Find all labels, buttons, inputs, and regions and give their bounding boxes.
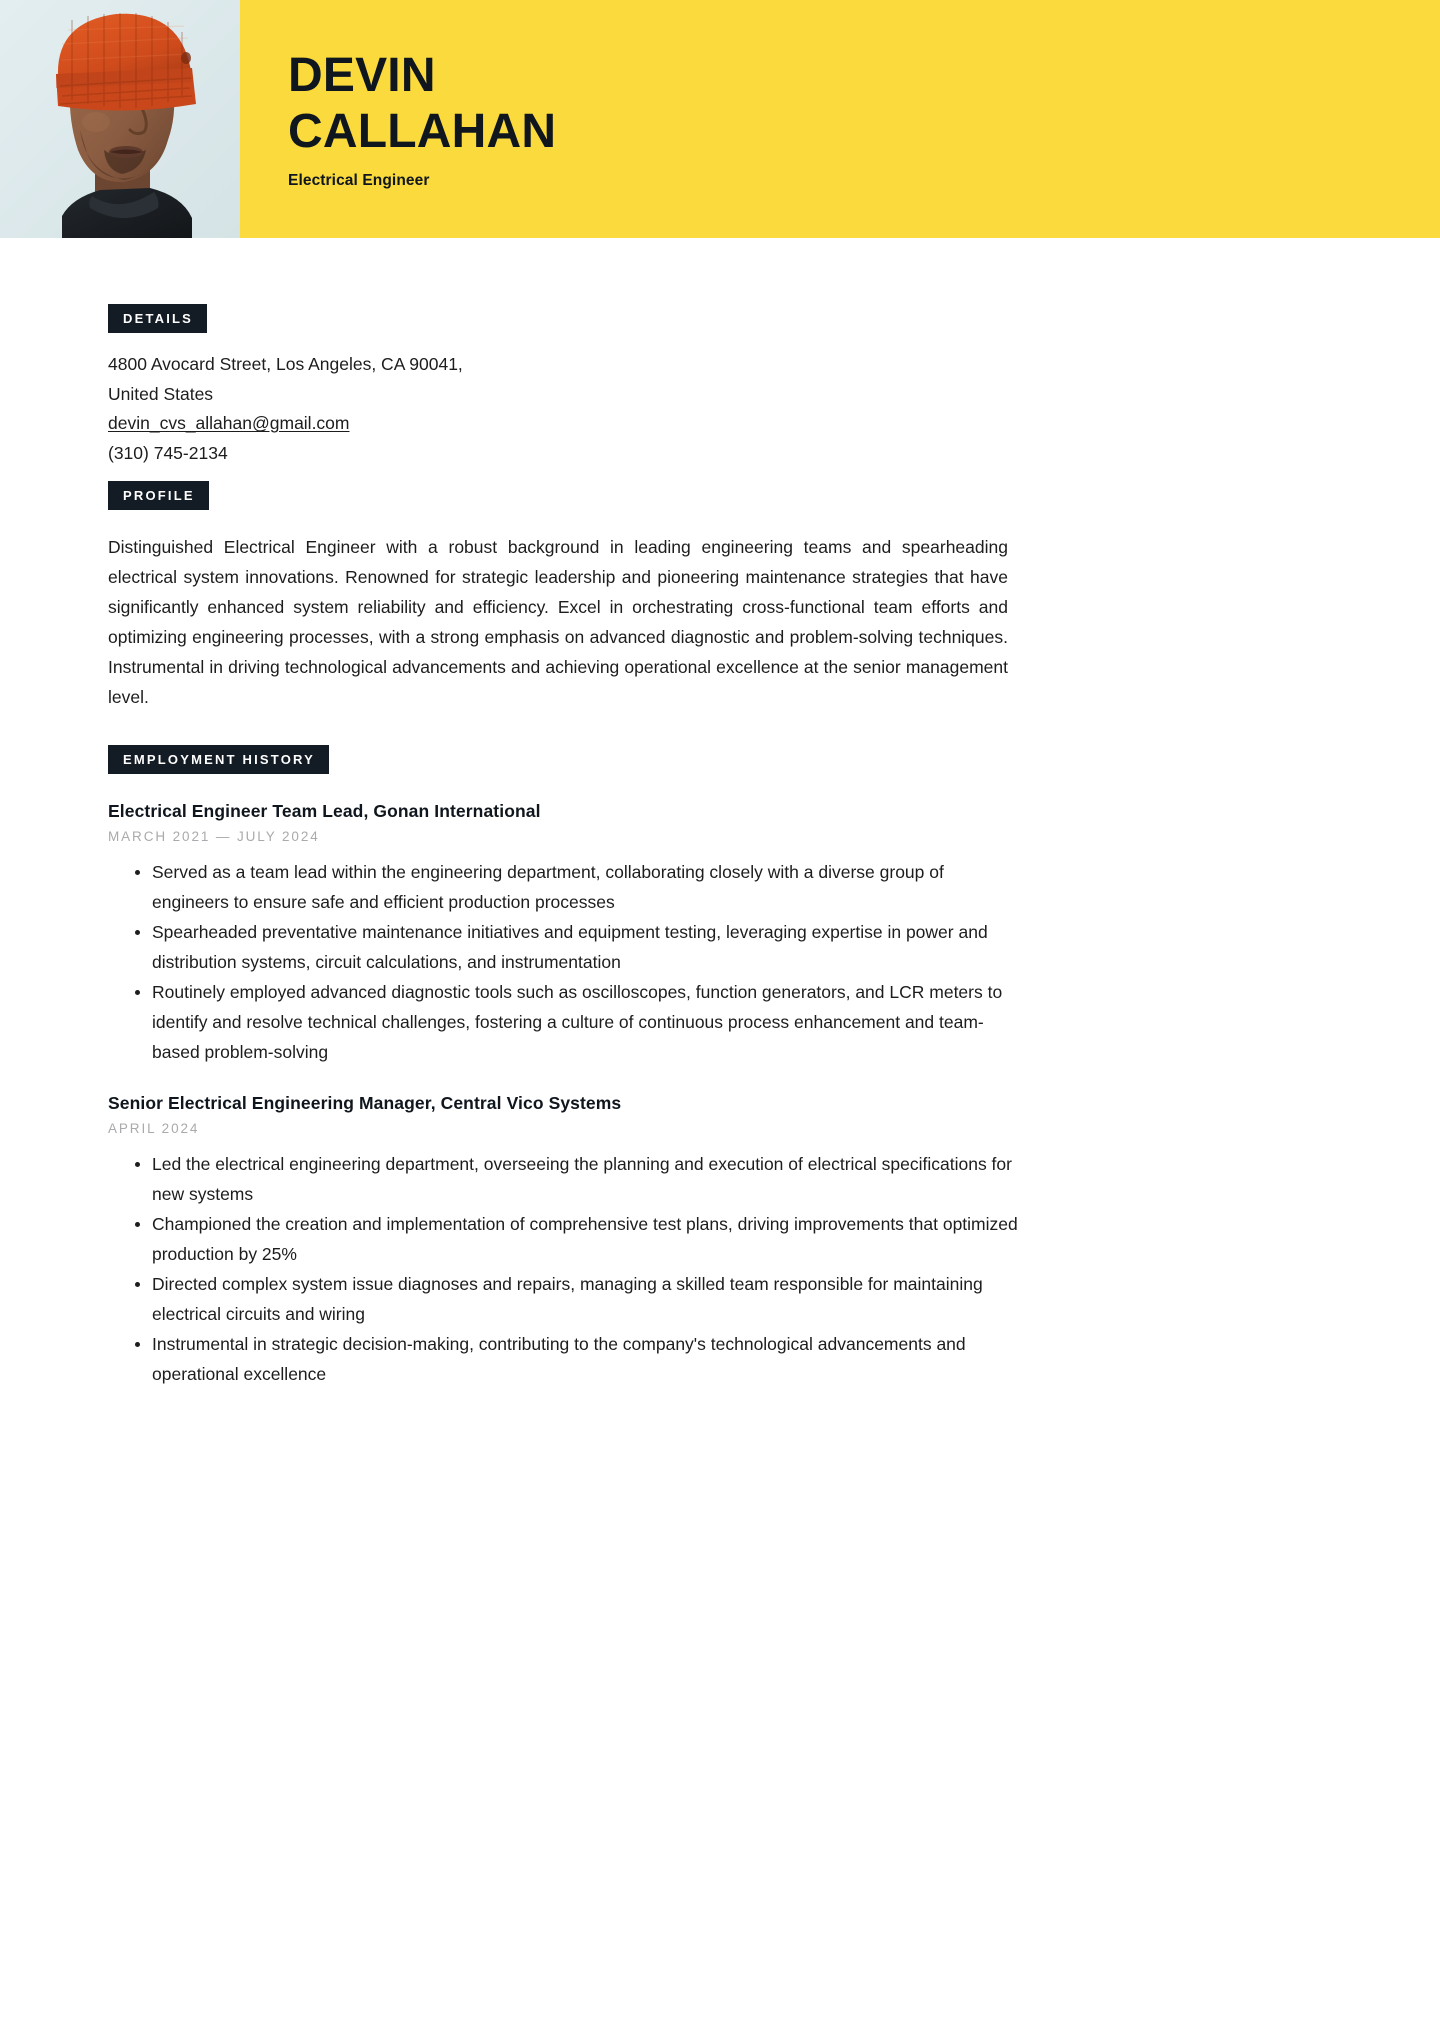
employment-history-badge: EMPLOYMENT HISTORY <box>108 745 329 774</box>
job-date: MARCH 2021 — JULY 2024 <box>108 829 320 844</box>
list-item: Routinely employed advanced diagnostic tools such as oscilloscopes, function generators, and LCR meters to identify and resolve technical challenges, fostering a culture of continuous process enhancement and team-based problem-solving <box>152 977 1020 1067</box>
list-item: Directed complex system issue diagnoses and repairs, managing a skilled team responsible for maintaining electrical circuits and wiring <box>152 1269 1020 1329</box>
job-bullet-list <box>108 1149 1332 1389</box>
job-bullet-list <box>108 857 1332 1067</box>
first-name: DEVIN <box>288 48 436 102</box>
list-item: Instrumental in strategic decision-making, contributing to the company's technological advancements and operational excellence <box>152 1329 1020 1389</box>
employment-history-section <box>108 745 1332 1389</box>
header-name-band <box>240 0 1440 238</box>
details-section <box>108 304 1332 468</box>
resume-header <box>0 0 1440 238</box>
email-link[interactable]: devin_cvs_allahan@gmail.com <box>108 413 350 433</box>
portrait-photo <box>0 0 240 238</box>
job-date: APRIL 2024 <box>108 1121 200 1136</box>
profile-badge: PROFILE <box>108 481 209 510</box>
details-list <box>108 350 1332 468</box>
last-name: CALLAHAN <box>288 104 557 158</box>
address-line-1: 4800 Avocard Street, Los Angeles, CA 90041, <box>108 354 463 374</box>
address-line-2: United States <box>108 383 214 404</box>
list-item: Served as a team lead within the engineering department, collaborating closely with a diverse group of engineers to ensure safe and efficient production processes <box>152 857 1020 917</box>
job-heading: Senior Electrical Engineering Manager, Central Vico Systems <box>108 1093 622 1113</box>
list-item: Championed the creation and implementation of comprehensive test plans, driving improvements that optimized production by 25% <box>152 1209 1020 1269</box>
job-heading: Electrical Engineer Team Lead, Gonan International <box>108 801 541 821</box>
resume-body <box>0 304 1440 1389</box>
job-entry <box>108 1093 1332 1389</box>
profile-text: Distinguished Electrical Engineer with a robust background in leading engineering teams and spearheading electrical system innovations. Renowned for strategic leadership and pioneering maintenance strategies that have significantly enhanced system reliability and efficiency. Excel in orchestrating cross-functional team efforts and optimizing engineering processes, with a strong emphasis on advanced diagnostic and problem-solving techniques. Instrumental in driving technological advancements and achieving operational excellence at the senior management level. <box>108 537 1008 707</box>
details-badge: DETAILS <box>108 304 207 333</box>
phone-number: (310) 745-2134 <box>108 442 228 463</box>
job-title: Electrical Engineer <box>288 172 430 190</box>
list-item: Spearheaded preventative maintenance initiatives and equipment testing, leveraging expertise in power and distribution systems, circuit calculations, and instrumentation <box>152 917 1020 977</box>
list-item: Led the electrical engineering department, overseeing the planning and execution of electrical specifications for new systems <box>152 1149 1020 1209</box>
profile-section <box>108 481 1332 712</box>
job-entry <box>108 801 1332 1067</box>
